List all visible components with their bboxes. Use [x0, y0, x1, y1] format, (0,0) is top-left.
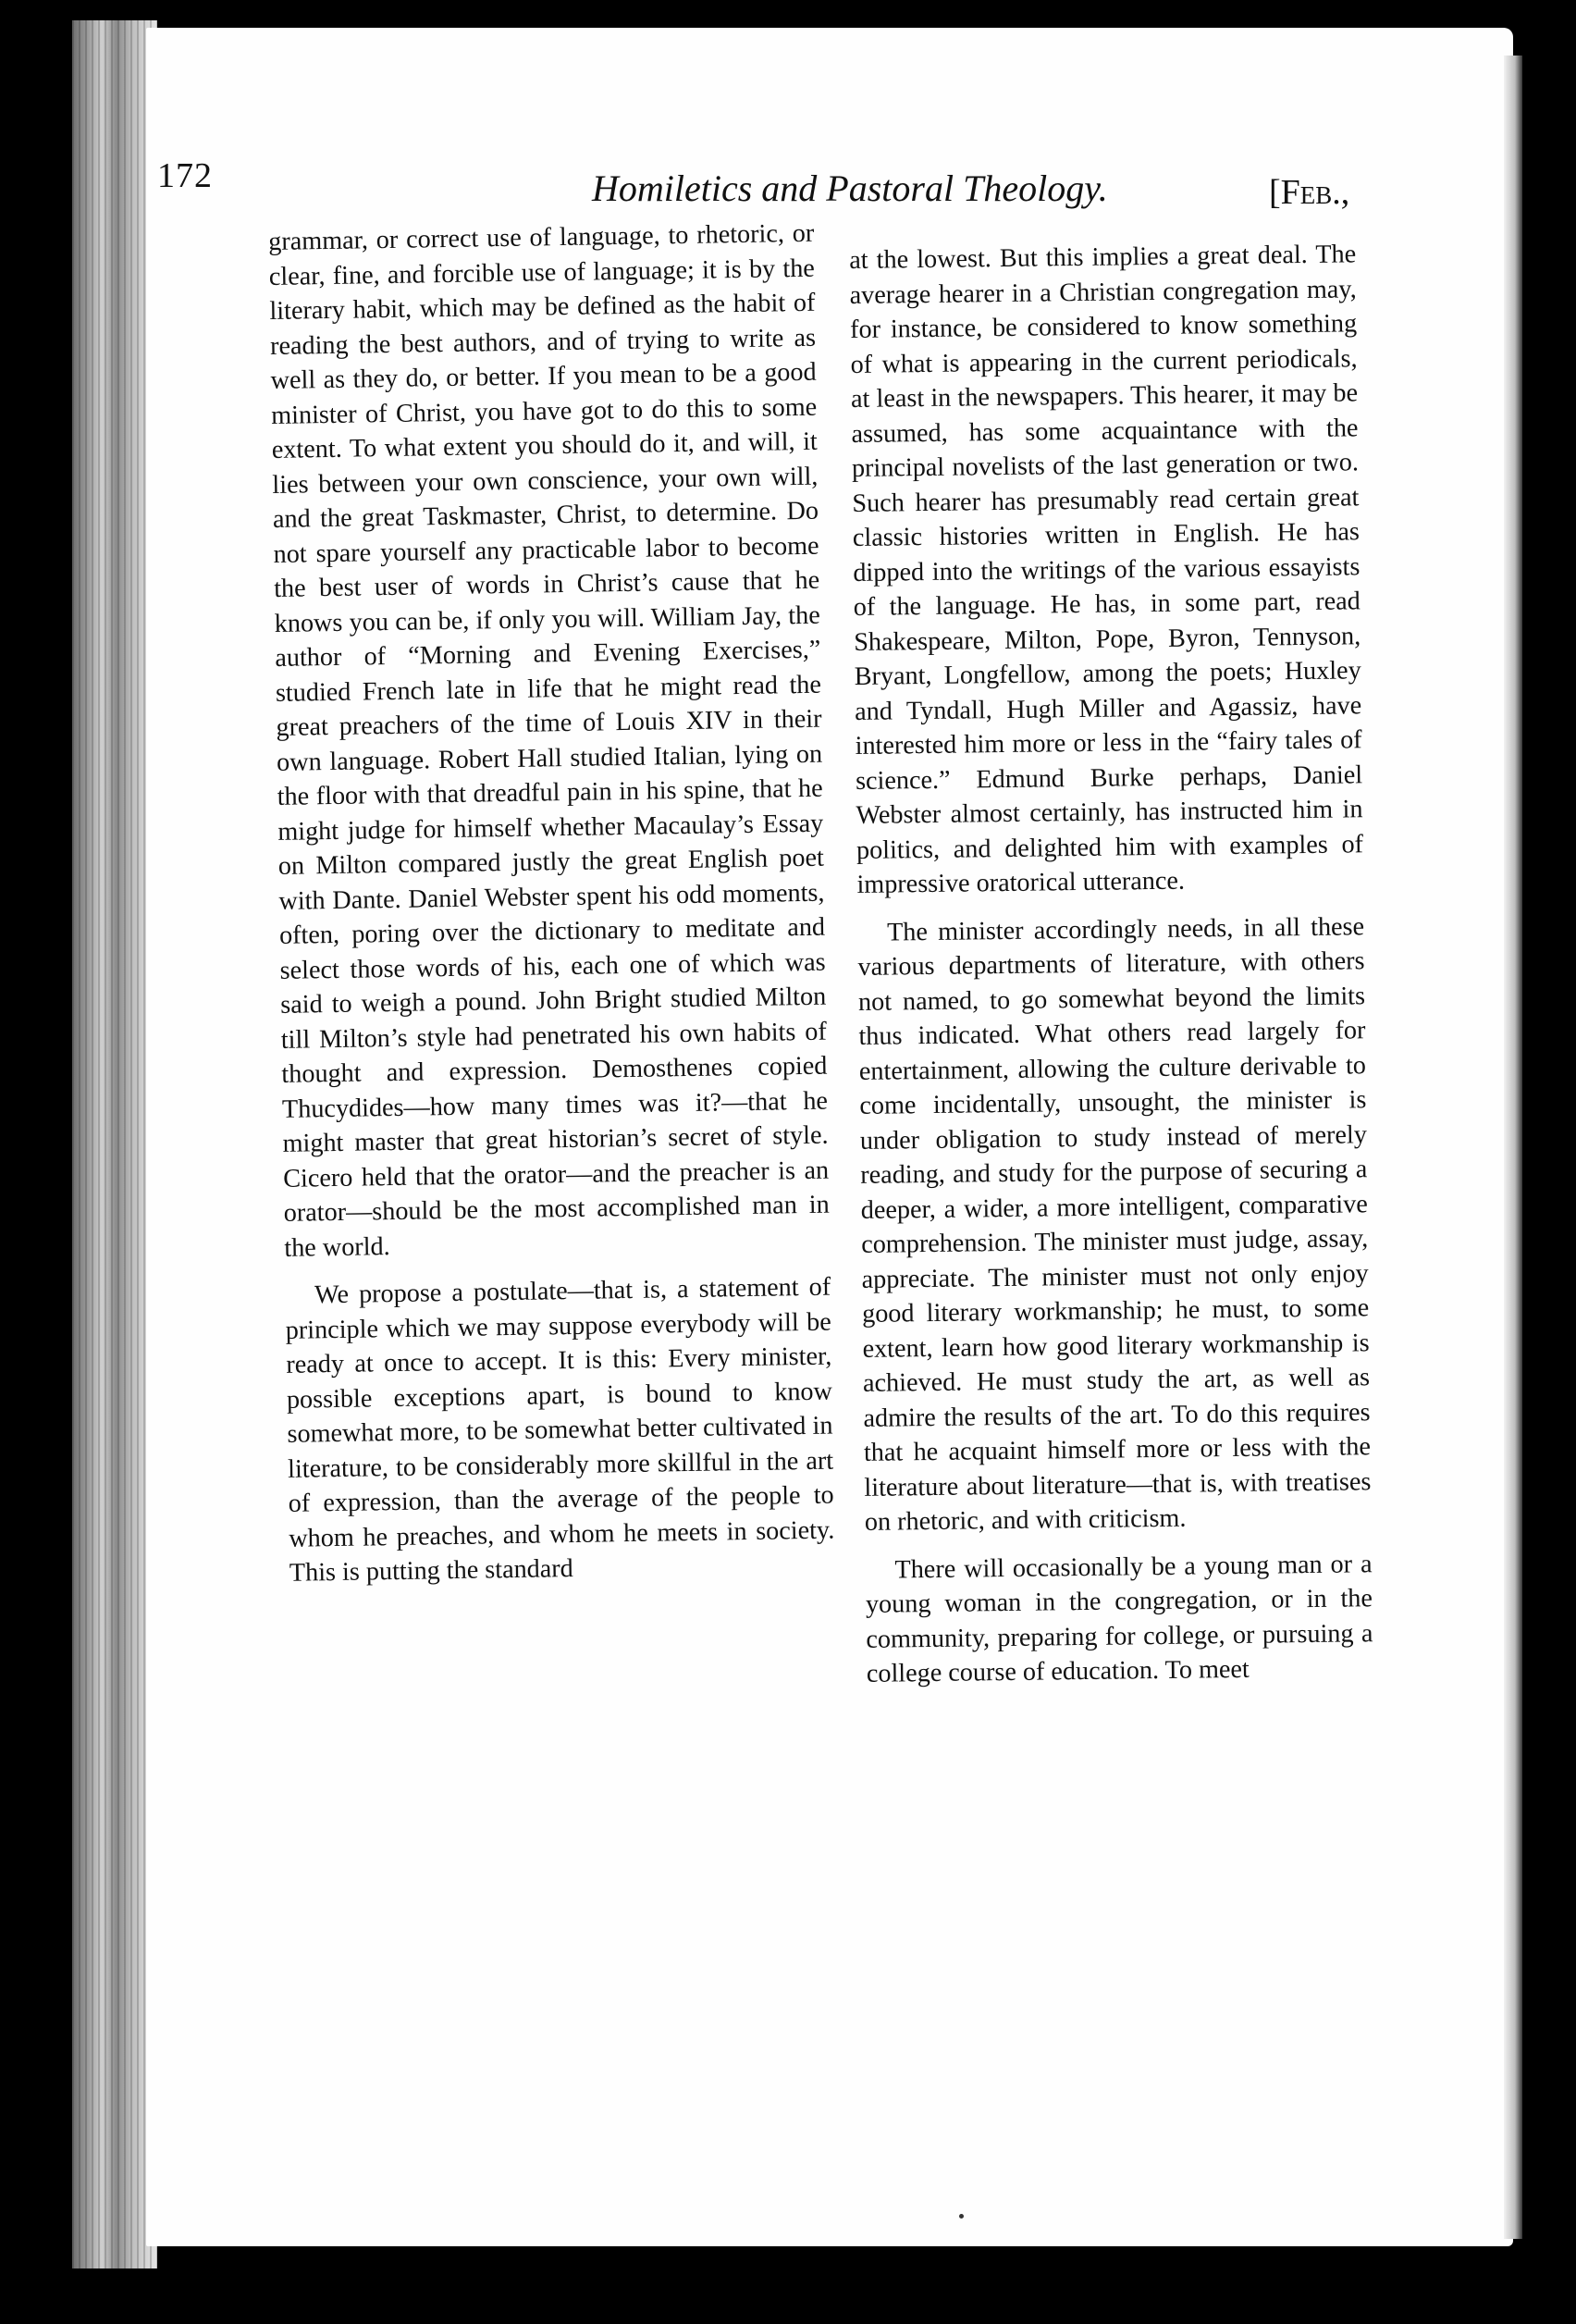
page-edge	[1504, 56, 1522, 2239]
running-date: [Feb.,	[1269, 173, 1350, 212]
page-number: 172	[157, 156, 213, 195]
paragraph: We propose a postulate—that is, a statement of principle which we may suppose everybody will be ready at once to accept. It is this: Every minister, possible exceptions apart, is bound to know somewhat more, to be somewhat better cultivated in literature, to be considerably more skillful in the art of expression, than the average of the people to whom he preaches, and whom he meets in society. This is putting the standard	[285, 1272, 835, 1588]
ink-speck	[959, 2214, 964, 2219]
running-title: Homiletics and Pastoral Theology.	[592, 167, 1108, 209]
left-column	[268, 216, 835, 1591]
paragraph: at the lowest. But this implies a great deal. The average hearer in a Christian congregation may, for instance, be considered to know something of what is appearing in the current periodicals, at least in the newspapers. This hearer, it may be assumed, has some acquaintance with the principal novelists of the last generation or two. Such hearer has presumably read certain great classic histories written in English. He has dipped into the writings of the various essayists of the language. He has, in some part, read Shakespeare, Milton, Pope, Byron, Tennyson, Bryant, Longfellow, among the poets; Huxley and Tyndall, Hugh Miller and Agassiz, have interested him more or less in the “fairy tales of science.” Edmund Burke perhaps, Daniel Webster almost certainly, has instructed him in politics, and delighted him with examples of impressive oratorical utterance.	[849, 240, 1364, 899]
paragraph: grammar, or correct use of language, to rhetoric, or clear, fine, and forcible use of language; it is by the literary habit, which may be defined as the habit of reading the best authors, and of trying to write as well as they do, or better. If you mean to be a good minister of Christ, you have got to do this to some extent. To what extent you should do it, and will, it lies between your own conscience, your own will, and the great Taskmaster, Christ, to determine. Do not spare yourself any practicable labor to become the best user of words in Christ’s cause that he knows you can be, if only you will. William Jay, the author of “Morning and Evening Exercises,” studied French late in life that he might read the great preachers of the time of Louis XIV in their own language. Robert Hall studied Italian, lying on the floor with that dreadful pain in his spine, that he might judge for himself whether Macaulay’s Essay on Milton compared justly the great English poet with Dante. Daniel Webster spent his odd moments, often, poring over the dictionary to meditate and select those words of his, each one of which was said to weigh a pound. John Bright studied Milton till Milton’s style had penetrated his own habits of thought and expression. Demosthenes copied Thucydides—how many times was it?—that he might master that great historian’s secret of style. Cicero held that the orator—and the preacher is an orator—should be the most accomplished man in the world.	[268, 218, 830, 1263]
paragraph: The minister accordingly needs, in all these various departments of literature, with others not named, to go somewhat beyond the limits thus indicated. What others read largely for entertainment, allowing the culture derivable to come incidentally, unsought, the minister is under obligation to study instead of merely reading, and study for the purpose of securing a deeper, a wider, a more intelligent, comparative comprehension. The minister must judge, assay, appreciate. The minister must not only enjoy good literary workmanship; he must, to some extent, learn how good literary workmanship is achieved. He must study the art, as well as admire the results of the art. To do this requires that he acquaint himself more or less with the literature about literature—that is, with treatises on rhetoric, and with criticism.	[857, 911, 1372, 1537]
scan-border	[0, 0, 1576, 28]
right-column	[849, 237, 1373, 1691]
book-spine-texture	[72, 20, 157, 2268]
paragraph: There will occasionally be a young man or a young woman in the congregation, or in the community, preparing for college, or pursuing a college course of education. To meet	[865, 1549, 1373, 1688]
